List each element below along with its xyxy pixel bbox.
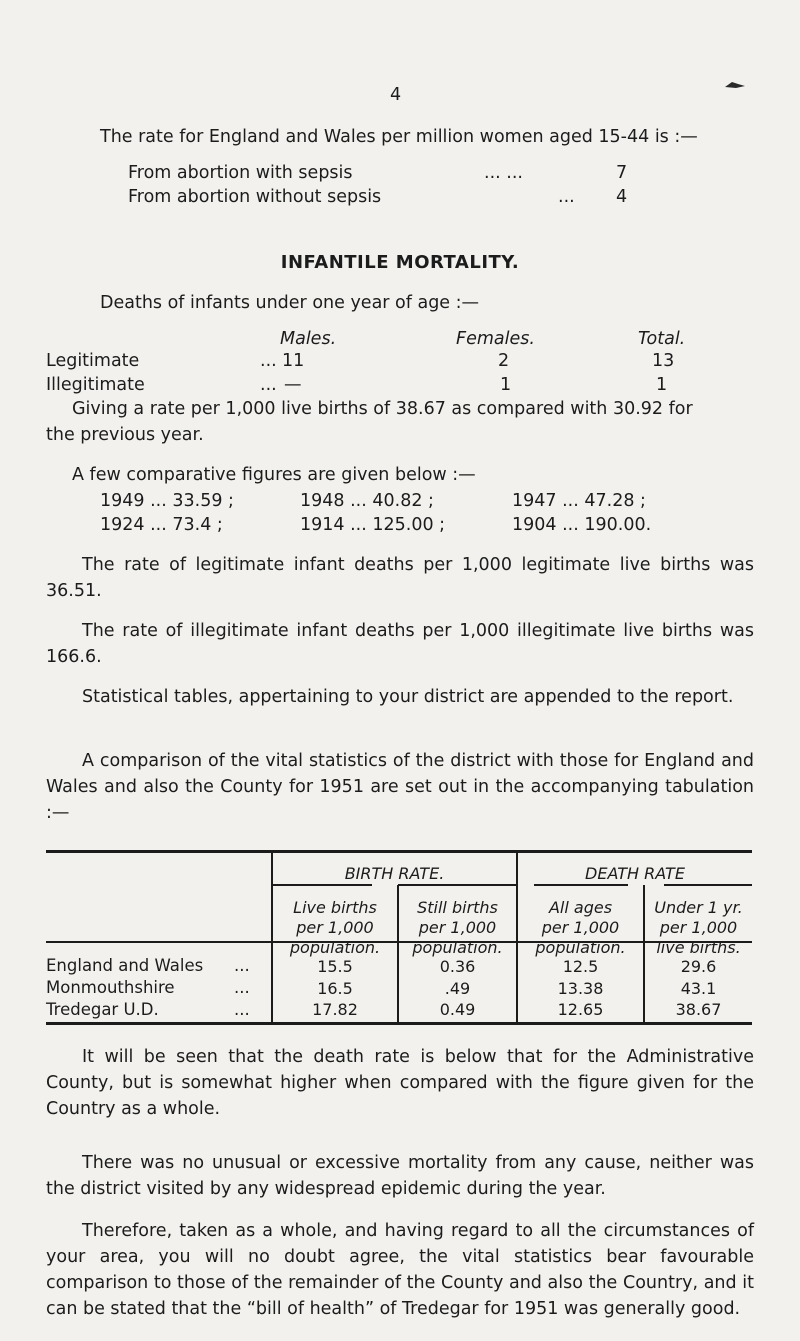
abortion-row-dots: ... ... (484, 163, 523, 183)
comparative-year: 1914 ... 125.00 ; (300, 515, 446, 535)
infant-row-label: Legitimate (46, 351, 140, 371)
section-heading: INFANTILE MORTALITY. (280, 252, 520, 273)
infant-row-females: 1 (500, 375, 512, 395)
paragraph: There was no unusual or excessive mortality from any cause, neither was the district visited by any widespread epidemic during the year. (46, 1153, 754, 1199)
infant-deaths-intro: Deaths of infants under one year of age :— (100, 293, 480, 313)
table-cell: 13.38 (557, 979, 604, 998)
comparative-year: 1924 ... 73.4 ; (100, 515, 223, 535)
infant-row-label: Illegitimate (46, 375, 145, 395)
table-cell: 38.67 (675, 1000, 722, 1019)
abortion-row-value: 4 (616, 187, 628, 207)
rate-text: Giving a rate per 1,000 live births of 38.67 as compared with 30.92 for (72, 399, 693, 419)
table-cell: 17.82 (312, 1000, 358, 1019)
column-header-males: Males. (280, 329, 337, 349)
abortion-row-label: From abortion with sepsis (128, 163, 353, 183)
paragraph: Therefore, taken as a whole, and having regard to all the circumstances of your area, you will no doubt agree, the vital statistics bear favourable comparison to those of the remainder of the County and also the Country, and it can be stated that the “bill of health” of Tredegar for 1951 was generally good. (46, 1221, 754, 1319)
abortion-row-dots: ... (558, 187, 575, 207)
table-cell: .49 (444, 979, 471, 998)
infant-row-males: — (284, 375, 302, 395)
table-row-label: Tredegar U.D. (46, 1000, 159, 1019)
ink-mark-icon (724, 80, 746, 90)
comparative-year: 1949 ... 33.59 ; (100, 491, 234, 511)
column-header-females: Females. (456, 329, 535, 349)
table-cell: 12.5 (562, 957, 599, 976)
comparative-year: 1948 ... 40.82 ; (300, 491, 434, 511)
infant-row-females: 2 (498, 351, 510, 371)
table-header-birth-rate: BIRTH RATE. (344, 864, 445, 883)
paragraph: Statistical tables, appertaining to your district are appended to the report. (82, 687, 734, 707)
abortion-row-value: 7 (616, 163, 628, 183)
table-cell: 12.65 (557, 1000, 604, 1019)
paragraph: It will be seen that the death rate is below that for the Administrative County, but is somewhat higher when compared with the figure given for the Country as a whole. (46, 1047, 754, 1119)
comparative-year: 1947 ... 47.28 ; (512, 491, 646, 511)
table-row-label: England and Wales (46, 956, 204, 975)
table-row-dots: ... (234, 1000, 250, 1019)
table-cell: 0.49 (439, 1000, 476, 1019)
infant-row-total: 1 (656, 375, 668, 395)
table-cell: 16.5 (317, 979, 353, 998)
paragraph: A comparison of the vital statistics of the district with those for England and Wales and also the County for 1951 are set out in the accompanying tabulation :— (46, 751, 754, 823)
table-subheader: Live births per 1,000 population. (289, 898, 381, 957)
table-header-death-rate: DEATH RATE (585, 864, 685, 883)
table-subheader: All ages per 1,000 population. (535, 898, 626, 957)
table-cell: 15.5 (317, 957, 353, 976)
table-cell: 29.6 (680, 957, 717, 976)
paragraph: The rate of legitimate infant deaths per 1,000 legitimate live births was 36.51. (46, 555, 754, 601)
comparative-intro: A few comparative figures are given below :— (72, 465, 476, 485)
table-row-label: Monmouthshire (46, 978, 175, 997)
infant-row-males: 11 (282, 351, 305, 371)
infant-row-dots: ... (260, 375, 277, 395)
infant-row-dots: ... (260, 351, 277, 371)
table-row-dots: ... (234, 978, 250, 997)
table-row-dots: ... (234, 956, 250, 975)
page-number: 4 (390, 85, 402, 105)
table-cell: 43.1 (680, 979, 717, 998)
column-header-total: Total. (638, 329, 686, 349)
abortion-intro: The rate for England and Wales per million women aged 15-44 is :— (100, 127, 698, 147)
paragraph: The rate of illegitimate infant deaths per 1,000 illegitimate live births was 166.6. (46, 621, 754, 667)
table-cell: 0.36 (439, 957, 476, 976)
infant-row-total: 13 (652, 351, 675, 371)
table-subheader: Under 1 yr. per 1,000 live births. (654, 898, 743, 957)
abortion-row-label: From abortion without sepsis (128, 187, 382, 207)
table-subheader: Still births per 1,000 population. (412, 898, 503, 957)
comparative-year: 1904 ... 190.00. (512, 515, 652, 535)
rate-text: the previous year. (46, 425, 204, 445)
